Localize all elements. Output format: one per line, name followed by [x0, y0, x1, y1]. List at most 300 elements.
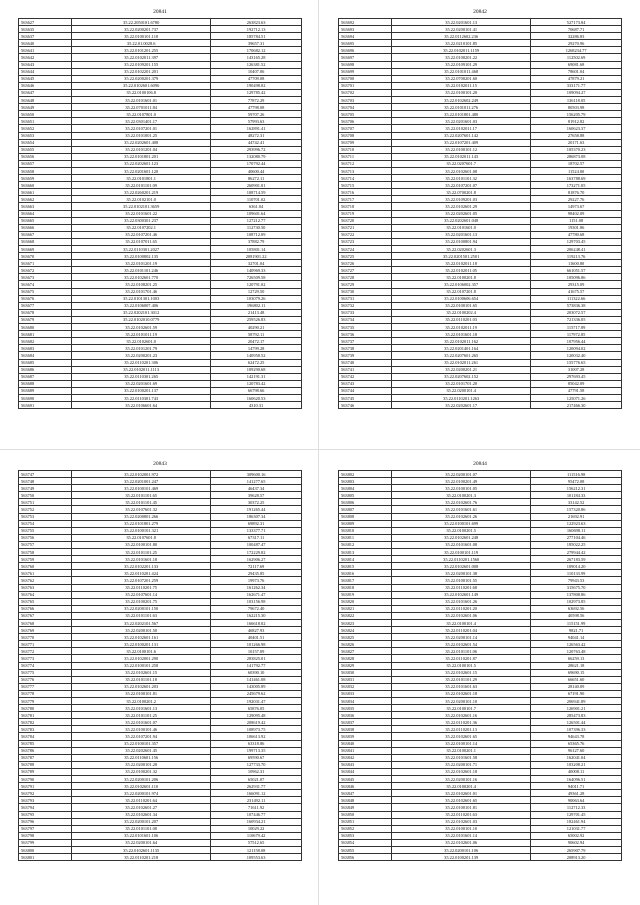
- record-id-cell: 563775: [19, 669, 72, 676]
- record-id-cell: 563811: [339, 534, 392, 541]
- amount-cell: 105801.14: [211, 246, 302, 253]
- record-id-cell: 563670: [19, 253, 72, 260]
- amount-cell: 143165.28: [211, 54, 302, 61]
- amount-cell: 127733.70: [211, 761, 302, 768]
- record-id-cell: 563653: [19, 132, 72, 139]
- record-id-cell: 563713: [339, 167, 392, 174]
- code-cell: 35.22.0101011.276: [392, 104, 531, 111]
- code-cell: 35.22.0200101.71: [392, 761, 531, 768]
- code-cell: 35.22.0202601.45: [72, 747, 211, 754]
- code-cell: 35.22.0100201.1: [392, 747, 531, 754]
- code-cell: 35.22.0102601.161: [72, 634, 211, 641]
- code-cell: 35.22.0200201.21: [392, 366, 531, 373]
- record-id-cell: 563844: [339, 768, 392, 775]
- code-cell: 35.22.0102601.1135: [72, 846, 211, 853]
- record-id-cell: 563740: [339, 359, 392, 366]
- code-cell: 35.22.0100202.4: [392, 309, 531, 316]
- table-row: [19, 591, 302, 598]
- table-row: [339, 217, 622, 224]
- record-id-cell: 563668: [19, 238, 72, 245]
- code-cell: 35.22.0207602.152: [392, 373, 531, 380]
- table-row: [19, 811, 302, 818]
- record-id-cell: 563770: [19, 634, 72, 641]
- record-id-cell: 563761: [19, 570, 72, 577]
- record-id-cell: 563754: [19, 520, 72, 527]
- record-id-cell: 563701: [339, 82, 392, 89]
- record-id-cell: 563665: [19, 217, 72, 224]
- amount-cell: 94643.78: [531, 733, 622, 740]
- table-row: [19, 380, 302, 387]
- record-id-cell: 563750: [19, 492, 72, 499]
- amount-cell: 46827.93: [211, 627, 302, 634]
- amount-cell: 46437.34: [211, 485, 302, 492]
- amount-cell: 315675.70: [531, 584, 622, 591]
- page-number: 20841: [153, 9, 167, 15]
- table-row: [339, 733, 622, 740]
- record-id-cell: 563762: [19, 577, 72, 584]
- amount-cell: 1268234.77: [531, 47, 622, 54]
- amount-cell: 108712.09: [211, 231, 302, 238]
- table-row: [339, 570, 622, 577]
- record-id-cell: 563697: [339, 54, 392, 61]
- table-row: [19, 61, 302, 68]
- record-id-cell: 563806: [339, 499, 392, 506]
- code-cell: 35.22.0201401.164: [392, 345, 531, 352]
- code-cell: 35.22.0102601.15: [392, 669, 531, 676]
- table-row: [339, 797, 622, 804]
- table-row: [19, 619, 302, 626]
- table-row: [339, 61, 622, 68]
- record-id-cell: 563822: [339, 612, 392, 619]
- table-row: [19, 331, 302, 338]
- amount-cell: 160623.37: [531, 125, 622, 132]
- table-row: [339, 598, 622, 605]
- record-id-cell: 563649: [19, 104, 72, 111]
- amount-cell: 100487.47: [211, 541, 302, 548]
- amount-cell: 132080.79: [211, 153, 302, 160]
- code-cell: 35.22.0200101.07: [392, 471, 531, 478]
- code-cell: 35.22.0101601.01: [72, 97, 211, 104]
- amount-cell: 127212.77: [211, 217, 302, 224]
- code-cell: 35.22.0102601.34: [72, 811, 211, 818]
- code-cell: 35.22.0110601.156: [72, 754, 211, 761]
- table-row: [19, 627, 302, 634]
- record-id-cell: 563635: [19, 26, 72, 33]
- amount-cell: 67317.11: [211, 534, 302, 541]
- table-row: [339, 309, 622, 316]
- amount-cell: 108973.75: [211, 726, 302, 733]
- amount-cell: 78601.04: [531, 68, 622, 75]
- amount-cell: 309600.16: [211, 471, 302, 478]
- record-id-cell: 563757: [19, 541, 72, 548]
- amount-cell: 121031.77: [531, 825, 622, 832]
- amount-cell: 85042.09: [531, 380, 622, 387]
- table-row: [19, 139, 302, 146]
- record-id-cell: 563818: [339, 584, 392, 591]
- code-cell: 35.22.0107201.259: [72, 577, 211, 584]
- record-id-cell: 563784: [19, 733, 72, 740]
- record-id-cell: 563708: [339, 132, 392, 139]
- table-row: [19, 288, 302, 295]
- amount-cell: 115717.89: [531, 324, 622, 331]
- page-number: 20842: [473, 9, 487, 15]
- amount-cell: 156212.31: [531, 485, 622, 492]
- record-id-cell: 563753: [19, 513, 72, 520]
- code-cell: 35.22.0101101.246: [72, 267, 211, 274]
- record-id-cell: 563645: [19, 75, 72, 82]
- code-cell: 35.22.0100201.32: [72, 768, 211, 775]
- table-row: [19, 224, 302, 231]
- record-id-cell: 563690: [19, 394, 72, 401]
- record-id-cell: 563749: [19, 485, 72, 492]
- amount-cell: 60390.10: [211, 669, 302, 676]
- table-row: [19, 612, 302, 619]
- code-cell: 35.22.0202601.408: [72, 139, 211, 146]
- code-cell: 35.22.0102601.27: [72, 804, 211, 811]
- table-row: [339, 182, 622, 189]
- record-id-cell: 563785: [19, 740, 72, 747]
- record-id-cell: 563727: [339, 267, 392, 274]
- code-cell: 35.22.0102601.06: [392, 839, 531, 846]
- record-id-cell: 563667: [19, 231, 72, 238]
- table-row: [19, 210, 302, 217]
- code-cell: 35.22.0100201.3: [392, 492, 531, 499]
- record-id-cell: 563737: [339, 338, 392, 345]
- code-cell: 35.22.0101101.25: [72, 712, 211, 719]
- table-row: [339, 210, 622, 217]
- record-id-cell: 563781: [19, 712, 72, 719]
- amount-cell: 297693.45: [531, 373, 622, 380]
- record-id-cell: 563693: [339, 26, 392, 33]
- amount-cell: 90602.94: [531, 839, 622, 846]
- amount-cell: 47791.58: [531, 387, 622, 394]
- table-row: [339, 761, 622, 768]
- page-divider-horizontal: [0, 449, 640, 450]
- table-row: [339, 726, 622, 733]
- record-id-cell: 563808: [339, 513, 392, 520]
- code-cell: 35.22.0200101.4: [392, 387, 531, 394]
- table-row: [19, 648, 302, 655]
- amount-cell: 39628.57: [211, 492, 302, 499]
- record-id-cell: 563647: [19, 89, 72, 96]
- record-id-cell: 563710: [339, 146, 392, 153]
- record-id-cell: 563791: [19, 783, 72, 790]
- table-row: [339, 153, 622, 160]
- table-row: [339, 373, 622, 380]
- code-cell: 35.22.0102601.03: [392, 818, 531, 825]
- table-row: [19, 598, 302, 605]
- record-id-cell: 563651: [19, 118, 72, 125]
- amount-cell: 120791.02: [211, 281, 302, 288]
- table-row: [339, 19, 622, 26]
- record-id-cell: 563832: [339, 683, 392, 690]
- code-cell: 35.22.0101601.61: [392, 506, 531, 513]
- amount-cell: 103156.98: [211, 598, 302, 605]
- amount-cell: 267183.59: [531, 556, 622, 563]
- amount-cell: 112712.33: [531, 804, 622, 811]
- record-id-cell: 563661: [19, 189, 72, 196]
- table-row: [19, 387, 302, 394]
- code-cell: 35.22.0107201.07: [392, 182, 531, 189]
- table-row: [339, 267, 622, 274]
- record-id-cell: 563719: [339, 210, 392, 217]
- code-cell: 35.22.0202601.123: [72, 160, 211, 167]
- table-row: [339, 662, 622, 669]
- amount-cell: 49361.28: [531, 790, 622, 797]
- record-id-cell: 563774: [19, 662, 72, 669]
- table-row: [339, 387, 622, 394]
- table-row: [19, 818, 302, 825]
- record-id-cell: 563760: [19, 563, 72, 570]
- record-id-cell: 563627: [19, 19, 72, 26]
- table-row: [19, 768, 302, 775]
- record-id-cell: 563783: [19, 726, 72, 733]
- table-row: [339, 506, 622, 513]
- code-cell: 35.22.0110301.743: [72, 394, 211, 401]
- amount-cell: 66651.60: [531, 676, 622, 683]
- code-cell: 35.22.0110201.87: [392, 655, 531, 662]
- table-row: [339, 89, 622, 96]
- record-id-cell: 563652: [19, 125, 72, 132]
- code-cell: 35.22.0107801.0: [72, 111, 211, 118]
- amount-cell: 101266.98: [211, 641, 302, 648]
- code-cell: 35.22.0108201.25: [72, 281, 211, 288]
- table-row: [19, 733, 302, 740]
- code-cell: 35.22.0102601.59: [72, 324, 211, 331]
- record-id-cell: 563799: [19, 839, 72, 846]
- amount-cell: 110133.99: [531, 570, 622, 577]
- code-cell: 35.22.0100201.139: [392, 854, 531, 861]
- amount-cell: 206248.41: [531, 246, 622, 253]
- table-row: [19, 47, 302, 54]
- record-id-cell: 563848: [339, 797, 392, 804]
- code-cell: 35.22.0100101.258: [72, 662, 211, 669]
- table-row: [19, 97, 302, 104]
- amount-cell: 661051.57: [531, 267, 622, 274]
- record-id-cell: 563707: [339, 125, 392, 132]
- code-cell: 35.22.0110301.2027: [72, 246, 211, 253]
- code-cell: 35.22.0102601.008: [392, 563, 531, 570]
- record-id-cell: 563841: [339, 747, 392, 754]
- record-id-cell: 563814: [339, 556, 392, 563]
- table-row: [19, 40, 302, 47]
- table-row: [339, 648, 622, 655]
- code-cell: 35.22.0101201.255: [72, 47, 211, 54]
- record-id-cell: 563794: [19, 804, 72, 811]
- code-cell: 35.22.0200801.266: [72, 513, 211, 520]
- record-id-cell: 563664: [19, 210, 72, 217]
- record-id-cell: 563817: [339, 577, 392, 584]
- table-row: [19, 478, 302, 485]
- code-cell: 35.22.0101601.22: [72, 210, 211, 217]
- table-row: [339, 302, 622, 309]
- amount-cell: 162215.30: [211, 612, 302, 619]
- record-id-cell: 563842: [339, 754, 392, 761]
- record-id-cell: 563692: [339, 19, 392, 26]
- record-id-cell: 563845: [339, 776, 392, 783]
- amount-cell: 199713.35: [211, 747, 302, 754]
- amount-cell: 109553.63: [211, 854, 302, 861]
- table-row: [339, 316, 622, 323]
- table-row: [339, 768, 622, 775]
- code-cell: 35.22.01.0028.6: [72, 40, 211, 47]
- record-id-cell: 563714: [339, 175, 392, 182]
- record-id-cell: 563686: [19, 366, 72, 373]
- code-cell: 35.22.0102011.397: [72, 54, 211, 61]
- record-id-cell: 563687: [19, 373, 72, 380]
- record-id-cell: 563730: [339, 288, 392, 295]
- amount-cell: 79672.40: [211, 605, 302, 612]
- amount-cell: 129095.48: [211, 712, 302, 719]
- table-row: [339, 527, 622, 534]
- amount-cell: 108714.59: [211, 189, 302, 196]
- amount-cell: 160698.11: [531, 527, 622, 534]
- code-cell: 35.22.0102601.06: [392, 612, 531, 619]
- code-cell: 35.22.0102011.18: [392, 260, 531, 267]
- table-row: [19, 761, 302, 768]
- code-cell: 35.22.0100101.699: [392, 520, 531, 527]
- table-row: [339, 549, 622, 556]
- amount-cell: 109290.68: [211, 366, 302, 373]
- table-row: [19, 359, 302, 366]
- record-id-cell: 563823: [339, 619, 392, 626]
- amount-cell: 40600.44: [211, 167, 302, 174]
- code-cell: 35.22.0107601.8: [72, 534, 211, 541]
- record-id-cell: 563792: [19, 790, 72, 797]
- amount-cell: 21692.91: [531, 513, 622, 520]
- code-cell: 35.22.0102601.15: [72, 669, 211, 676]
- amount-cell: 185022.25: [531, 541, 622, 548]
- record-id-cell: 563642: [19, 54, 72, 61]
- record-id-cell: 563663: [19, 203, 72, 210]
- code-cell: 35.22.0202101.3012: [72, 309, 211, 316]
- amount-cell: 110679.42: [211, 832, 302, 839]
- record-id-cell: 563745: [339, 394, 392, 401]
- code-cell: 35.22.0101201.04: [72, 146, 211, 153]
- code-cell: 35.22.0110201.64: [72, 797, 211, 804]
- code-cell: 35.22.0101101.09: [72, 182, 211, 189]
- code-cell: 35.22.0100201.49: [392, 478, 531, 485]
- table-row: [19, 260, 302, 267]
- amount-cell: 32286.83: [531, 33, 622, 40]
- record-id-cell: 563677: [19, 302, 72, 309]
- amount-cell: 63692.56: [531, 605, 622, 612]
- record-id-cell: 563721: [339, 224, 392, 231]
- table-row: [339, 719, 622, 726]
- table-row: [19, 402, 302, 409]
- table-row: [339, 75, 622, 82]
- record-id-cell: 563673: [19, 274, 72, 281]
- record-id-cell: 563705: [339, 111, 392, 118]
- code-cell: 35.22.0102011.17: [392, 125, 531, 132]
- table-row: [19, 541, 302, 548]
- code-cell: 35.22.0100101.4: [392, 619, 531, 626]
- table-row: [339, 47, 622, 54]
- amount-cell: 95472.08: [531, 478, 622, 485]
- record-id-cell: 563756: [19, 534, 72, 541]
- amount-cell: 126901.21: [531, 705, 622, 712]
- amount-cell: 41675.57: [531, 288, 622, 295]
- code-cell: 35.22.0701011.84: [72, 104, 211, 111]
- code-cell: 35.22.0102011.162: [392, 338, 531, 345]
- code-cell: 35.22.0100101.12: [392, 146, 531, 153]
- table-row: [339, 224, 622, 231]
- code-cell: 35.22.0101001.25: [72, 132, 211, 139]
- table-row: [19, 274, 302, 281]
- code-cell: 35.22.0110201.13: [392, 726, 531, 733]
- code-cell: 35.22.0201601.03: [392, 118, 531, 125]
- code-cell: 35.22.0110301.265: [72, 373, 211, 380]
- amount-cell: 10962.31: [211, 768, 302, 775]
- code-cell: 35.22.0102201.133: [72, 563, 211, 570]
- amount-cell: 283825.01: [211, 655, 302, 662]
- amount-cell: 120763.48: [531, 648, 622, 655]
- amount-cell: 111516.98: [531, 471, 622, 478]
- table-row: [19, 125, 302, 132]
- code-cell: 35.22.0100106.8: [72, 89, 211, 96]
- code-cell: 35.22.0300301.237: [72, 217, 211, 224]
- table-row: [19, 309, 302, 316]
- table-row: [339, 40, 622, 47]
- code-cell: 35.22.0101101.29: [392, 676, 531, 683]
- amount-cell: 140958.52: [211, 352, 302, 359]
- record-id-cell: 563790: [19, 776, 72, 783]
- record-id-cell: 563800: [19, 846, 72, 853]
- record-id-cell: 563788: [19, 761, 72, 768]
- record-id-cell: 563698: [339, 61, 392, 68]
- table-row: [19, 527, 302, 534]
- amount-cell: 20171.63: [531, 139, 622, 146]
- code-cell: 35.22.0110201.218: [72, 854, 211, 861]
- table-row: [19, 352, 302, 359]
- record-id-cell: 563694: [339, 33, 392, 40]
- code-cell: 35.22.0100101.46: [72, 726, 211, 733]
- record-id-cell: 563765: [19, 598, 72, 605]
- code-cell: 35.22.0101601.08: [392, 541, 531, 548]
- amount-cell: 109601.64: [211, 210, 302, 217]
- code-cell: 35.22.0102602.249: [392, 97, 531, 104]
- table-row: [339, 655, 622, 662]
- record-id-cell: 563655: [19, 146, 72, 153]
- table-row: [19, 549, 302, 556]
- record-id-cell: 563734: [339, 316, 392, 323]
- record-id-cell: 563755: [19, 527, 72, 534]
- code-cell: 35.22.0200101.150: [72, 605, 211, 612]
- table-row: [339, 338, 622, 345]
- table-row: [19, 153, 302, 160]
- amount-cell: 163788.69: [531, 175, 622, 182]
- amount-cell: 69690.15: [531, 669, 622, 676]
- record-id-cell: 563666: [19, 224, 72, 231]
- table-row: [19, 712, 302, 719]
- record-id-cell: 563840: [339, 740, 392, 747]
- amount-cell: 19301.86: [531, 224, 622, 231]
- table-row: [339, 832, 622, 839]
- table-row: [339, 641, 622, 648]
- table-row: [339, 690, 622, 697]
- table-row: [339, 541, 622, 548]
- amount-cell: 102973.85: [531, 598, 622, 605]
- amount-cell: 125071.26: [531, 394, 622, 401]
- table-row: [19, 577, 302, 584]
- table-row: [19, 705, 302, 712]
- record-id-cell: 563657: [19, 160, 72, 167]
- code-cell: 35.22.0101601.58: [392, 754, 531, 761]
- record-id-cell: 563712: [339, 160, 392, 167]
- table-row: [339, 818, 622, 825]
- record-id-cell: 563715: [339, 182, 392, 189]
- table-row: [339, 619, 622, 626]
